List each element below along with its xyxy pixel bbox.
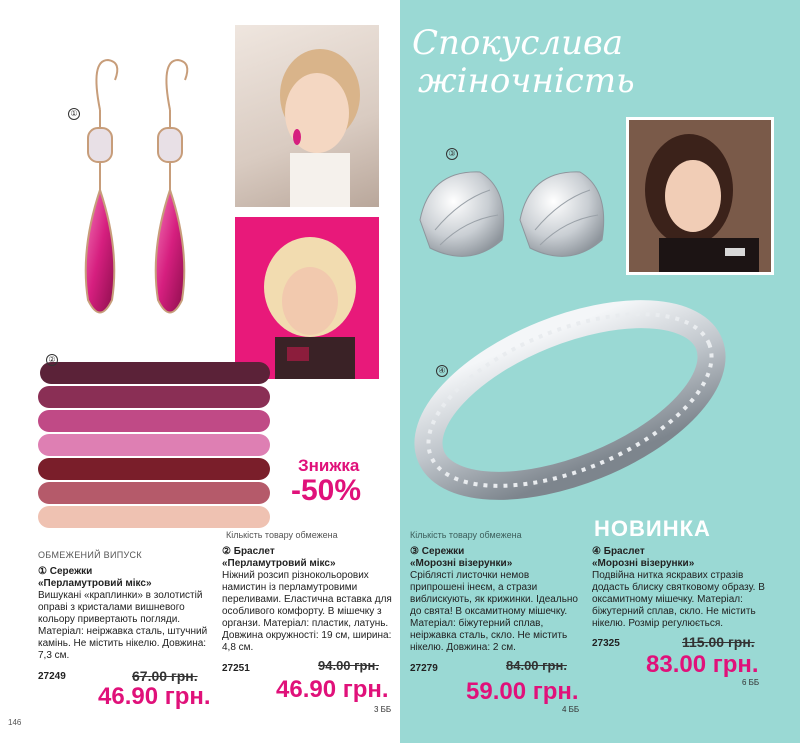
product-1-number: ① [38, 566, 47, 577]
limited-note-2: Кількість товару обмежена [226, 530, 338, 540]
product-2-bb: 3 ББ [374, 705, 392, 714]
product-2-old-price: 94.00 грн. [318, 658, 379, 673]
product-4-description: Подвійна нитка яскравих стразів додасть блиску святковому образу. В оксамитному мішечку. Матеріал: біжутерний сплав, скло. Не містить нікелю. Розмір регулюється. [592, 570, 765, 629]
limited-edition-label: ОБМЕЖЕНИЙ ВИПУСК [38, 550, 142, 560]
model-photo-3 [626, 117, 774, 275]
product-3-description: Сріблясті листочки немов припрошені інеєм, а стрази виблискують, як крижинки. Ідеально до свята! В оксамитному мішечку. Матеріал: біжутерний сплав, неіржавка сталь, скло. Не містить нікелю. Довжина: 2 см. [410, 570, 578, 653]
product-1-title-line1: Сережки [49, 566, 93, 577]
product-3-title-line1: Сережки [421, 546, 465, 557]
product-2-description-block [222, 546, 392, 654]
product-1-price: 46.90 грн. [98, 683, 211, 710]
product-2-number: ② [222, 546, 231, 557]
product-number-2: ② [46, 354, 58, 366]
product-2-code: 27251 [222, 663, 250, 674]
model-portrait-illustration [235, 25, 382, 210]
product-2-description: Ніжний розсип різнокольорових намистин із перламутровими переливами. Еластична вставка для особливого комфорту. В мішечку з органзи. Матеріал: пластик, латунь. Довжина окружності: 19 см, ширина: 4,8 см. [222, 570, 392, 653]
earrings-frost-patterns-image [410, 160, 620, 270]
product-3-title-line2: «Морозні візерунки» [410, 558, 513, 569]
headline-line1: Спокуслива [412, 23, 624, 63]
product-1-old-price: 67.00 грн. [132, 668, 198, 684]
bracelet-frost-patterns-image [400, 280, 740, 510]
product-4-old-price: 115.00 грн. [682, 634, 755, 650]
product-4-price: 83.00 грн. [646, 651, 759, 678]
discount-value: -50% [291, 474, 362, 507]
discount-label: Знижка [298, 456, 360, 475]
product-4-title-line1: Браслет [603, 546, 645, 557]
product-number-3: ③ [446, 148, 458, 160]
product-3-bb: 4 ББ [562, 705, 580, 714]
product-3-old-price: 84.00 грн. [506, 658, 567, 673]
product-number-4: ④ [436, 365, 448, 377]
product-2-price: 46.90 грн. [276, 676, 389, 703]
product-1-description: Вишукані «краплинки» в золотистій оправі з кристалами вишневого кольору привертають погляди. Матеріал: неіржавка сталь, штучний камінь. Не містить нікелю. Довжина: 7,3 см. [38, 590, 208, 661]
model-photo-1 [232, 22, 382, 210]
product-3-number: ③ [410, 546, 419, 557]
headline [412, 24, 635, 100]
product-3-description-block [410, 546, 584, 654]
product-4-code: 27325 [592, 638, 620, 649]
product-3-code: 27279 [410, 663, 438, 674]
product-2-title-line1: Браслет [233, 546, 275, 557]
product-1-description-block [38, 566, 216, 662]
limited-note-3: Кількість товару обмежена [410, 530, 522, 540]
bracelet-pearl-mix-image [30, 352, 280, 542]
product-1-code: 27249 [38, 671, 66, 682]
product-1-title-line2: «Перламутровий мікс» [38, 578, 152, 589]
model-portrait-illustration [629, 120, 774, 275]
new-badge: НОВИНКА [594, 516, 711, 541]
headline-line2: жіночність [418, 61, 635, 101]
product-2-title-line2: «Перламутровий мікс» [222, 558, 336, 569]
product-4-number: ④ [592, 546, 601, 557]
product-3-price: 59.00 грн. [466, 678, 579, 705]
page-number: 146 [8, 718, 22, 727]
product-number-1: ① [68, 108, 80, 120]
product-4-bb: 6 ББ [742, 678, 760, 687]
product-4-title-line2: «Морозні візерунки» [592, 558, 695, 569]
product-4-description-block [592, 546, 772, 630]
earrings-pearl-mix-image [60, 50, 220, 350]
